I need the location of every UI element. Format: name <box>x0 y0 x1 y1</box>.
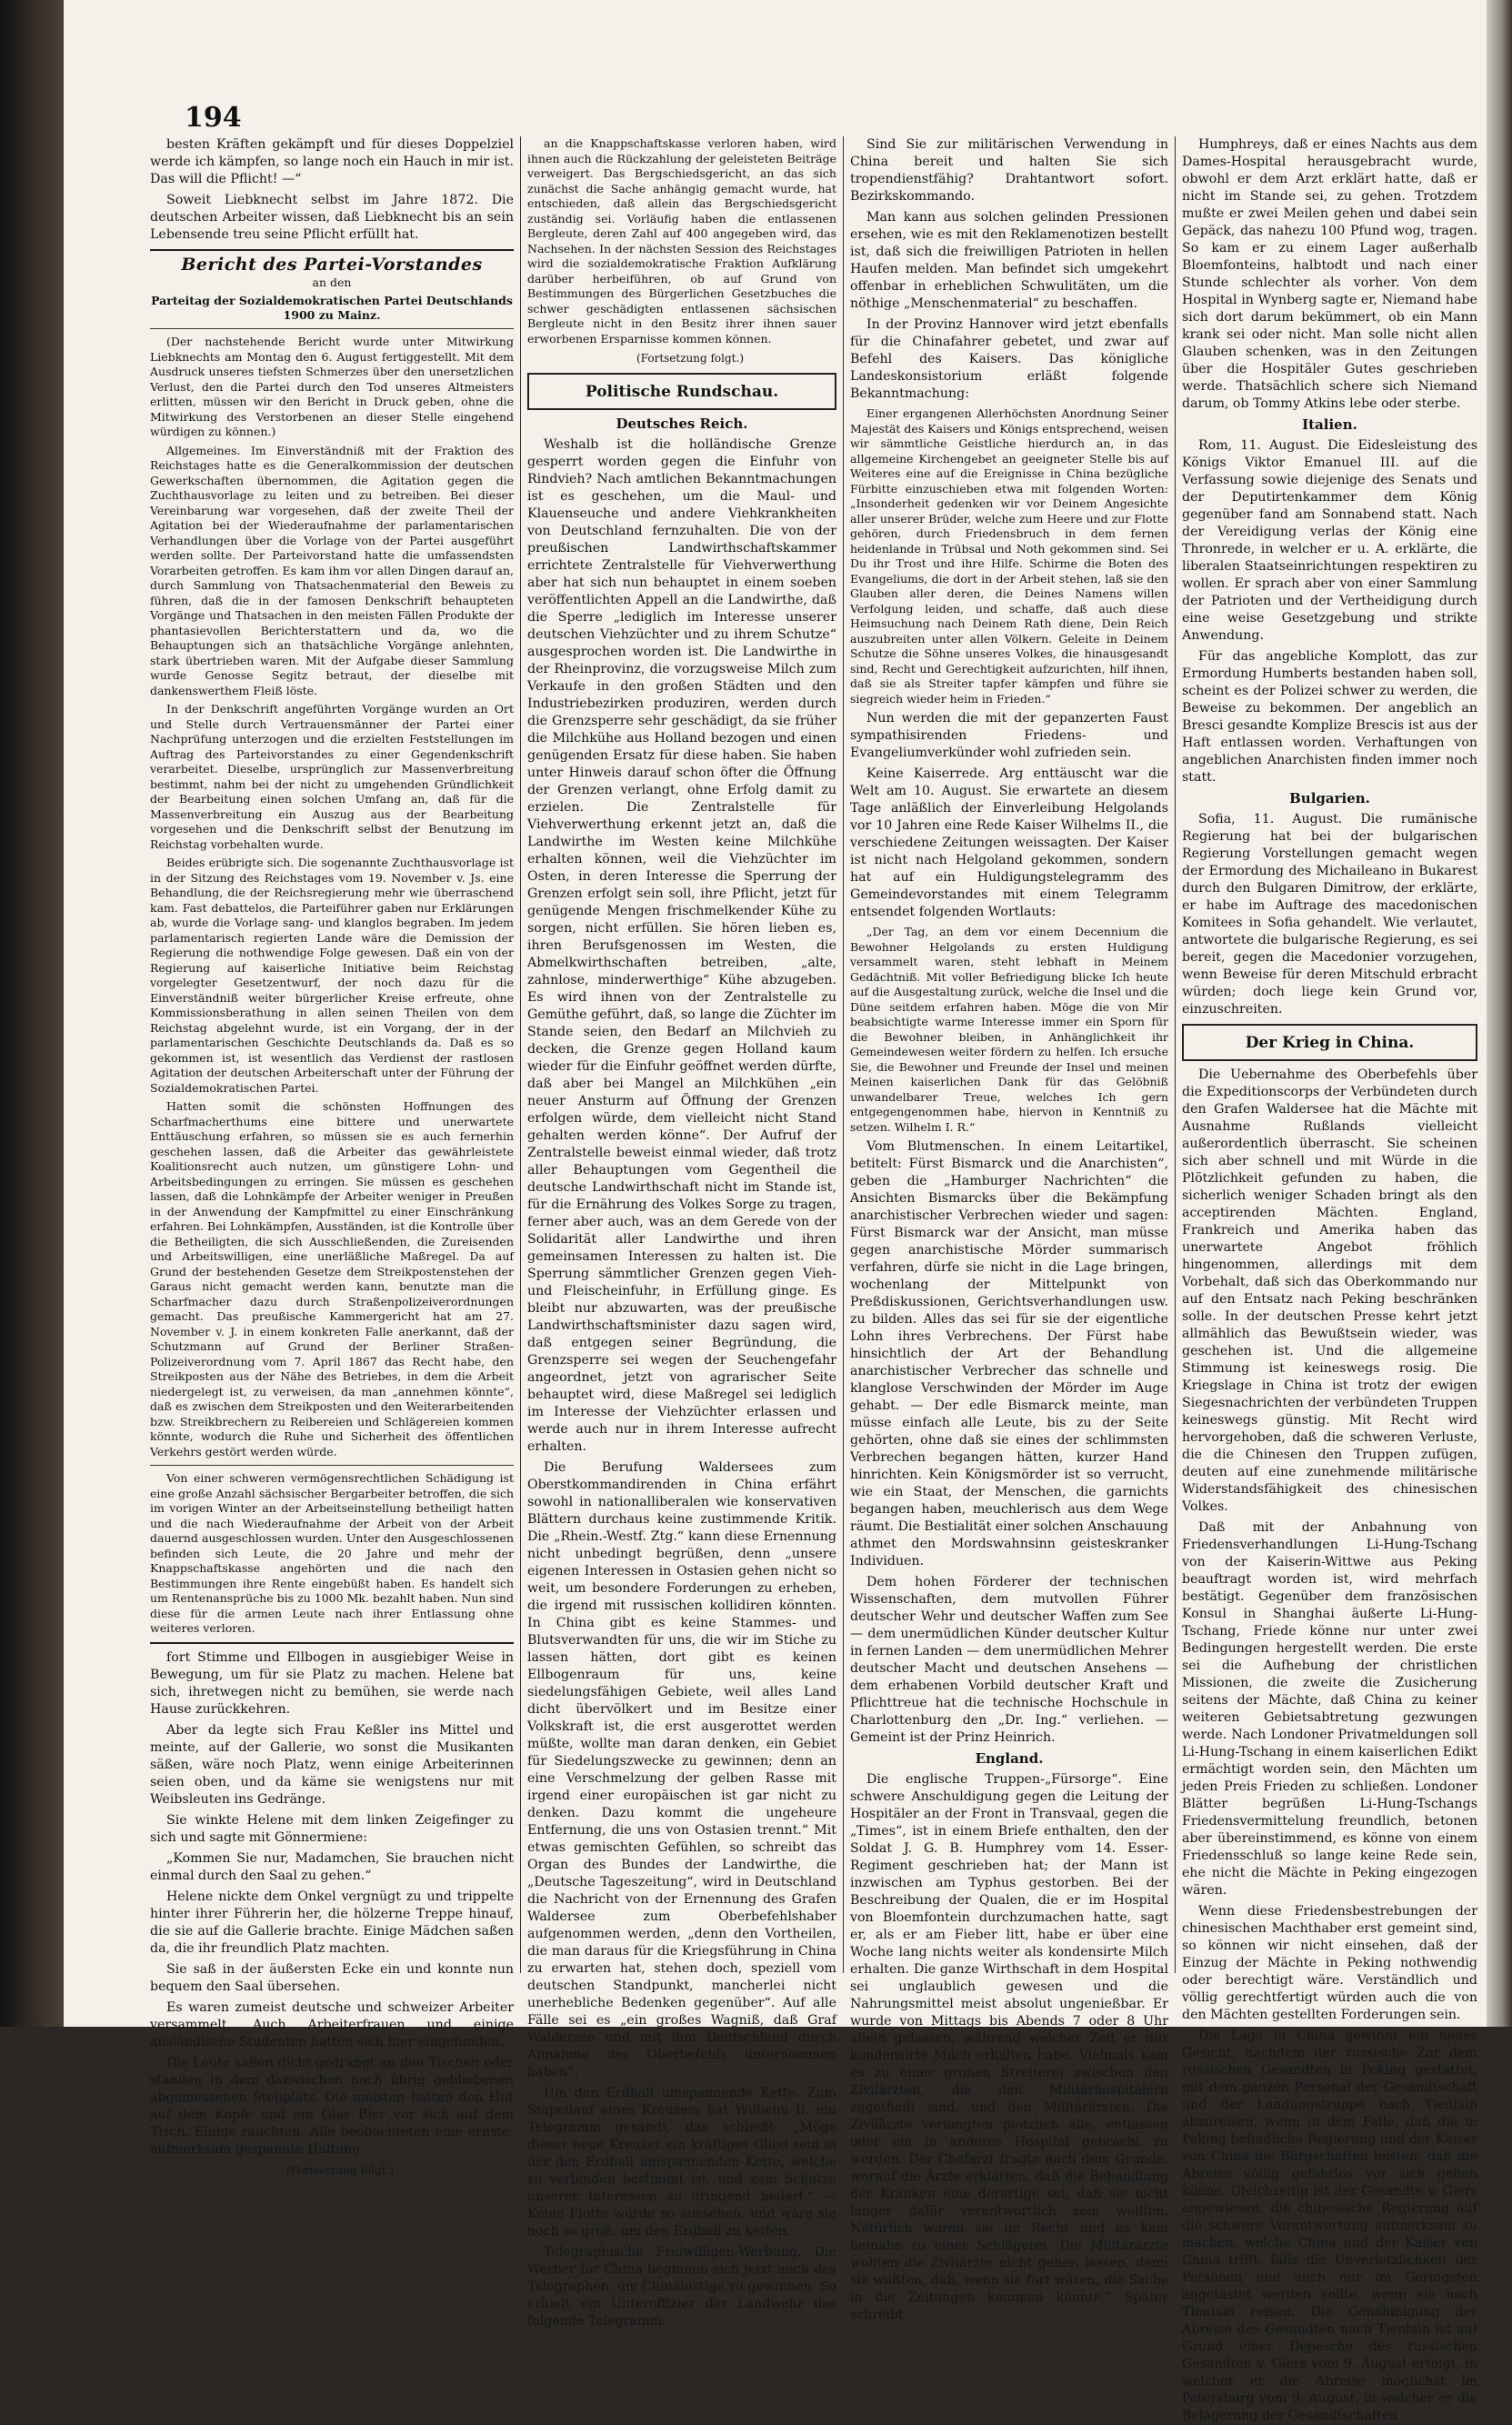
german-reich-heading: Deutsches Reich. <box>616 416 748 432</box>
report-small-para: Von einer schweren vermögensrechtlichen Schädigung ist eine große Anzahl sächsischer Bergarbeiter betroffen, die sich im vorigen Winter an der Arbeitseinstellung betheiligt hatten und die nach Wiederaufnahme der Arbeit von der Arbeit dauernd ausgeschlossen wurden. Unter den Ausgeschlossenen befinden sich Leute, die 20 Jahre und mehr der Knappschaftskasse angehörten und die nach den Bestimmungen ihre Rente eingebüßt haben. Es handelt sich um Rentenansprüche bis zu 1000 Mk. bezahlt haben. Nun sind diese für die armen Leute nach ihrer Entlassung ohne weiteres verloren. <box>150 1471 514 1635</box>
story-para-2: Aber da legte sich Frau Keßler ins Mittel und meinte, auf der Gallerie, wo sonst die Musikanten säßen, wäre noch Platz, wenn einige Arbeiterinnen seien oben, und da käme sie wenigstens nur mit Weibsleuten ins Gedränge. <box>150 1722 514 1807</box>
england-para: Die englische Truppen-„Fürsorge“. Eine schwere Anschuldigung gegen die Leitung der Hospitäler an der Front in Transvaal, gegen die „Times“, ist in einem Briefe enthalten, den der Soldat J. G. B. Humphrey vom 14. Esser-Regiment geschrieben hat; der Mann ist inzwischen am Typhus gestorben. Bei der Beschreibung der Qualen, die er im Hospital von Bloemfontein durchzumachen hatte, sagt er, als er am Fieber litt, habe er über eine Woche lang nichts weiter als kondensirte Milch erhalten. Die ganze Wirthschaft in dem Hospital sei unglaublich gewesen und die Nahrungsmittel meist absolut ungenießbar. Er wurde von Mittags bis Abends 7 oder 8 Uhr allein gelassen, während welcher Zeit er nur kondensirte Milch erhalten habe. Vielmals kam es zu einer großen Streiterei zwischen den Zivilärzten, die den Militärhospitälern zugetheilt sind, und den Militärärzten. Die Zivilärzte verlangten plötzlich alle, entlassen oder ein in anderes Hospital gebracht zu werden. Der Chefarzt fragte nach dem Grunde, worauf die Ärzte erklärten, daß die Behandlung der Kranken eine derartige sei, daß sie nicht länger dafür verantwortlich sein wollten. Natürlich waren sie im Recht und es kam beinahe zu einer Schlägerei. Die Militärärzte wollten die Zivilärzte nicht gehen lassen, denn sie wußten, daß, wenn sie fort wären, die Sache in die Zeitungen kommen könnte.“ Später schreibt <box>850 1772 1168 2322</box>
story-para-7: Es waren zumeist deutsche und schweizer Arbeiter versammelt. Auch Arbeiterfrauen und einige ausländische Studenten hatten sich hier eingefunden. <box>150 1999 514 2049</box>
column-3 <box>850 136 1168 2322</box>
politics-para-2: Die Berufung Waldersees zum Oberstkommandirenden in China erfährt sowohl in nationalliberalen wie konservativen Blättern durchaus keine zustimmende Kritik. Die „Rhein.-Westf. Ztg.“ kann diese Ernennung nicht unbedingt begrüßen, denn „unsere eigenen Interessen in Ostasien gehen nicht so weit, um besondere Forderungen zu erheben, die irgend mit russischen kollidiren könnten. In China gibt es keine Stammes- und Blutsverwandten für uns, die wir im Stiche zu lassen hätten, dort gibt es keinen Ellbogenraum für uns, keine siedelungsfähigen Gebiete, weil alles Land dicht übervölkert und im Besitze einer Volkskraft ist, die erst ausgerottet werden müßte, wollte man daran denken, ein Gebiet für Siedelungszwecke zu gewinnen; denn an eine Verschmelzung der gelben Rasse mit irgend einer europäischen ist gar nicht zu denken. Dazu kommt die ungeheure Entfernung, die uns von Ostasien trennt.“ Mit etwas gemischten Gefühlen, so schreibt das Organ des Bundes der Landwirthe, die „Deutsche Tageszeitung“, wird in Deutschland die Nachricht von der Ernennung des Grafen Waldersee zum Oberbefehlshaber aufgenommen werden, „denn den Vortheilen, die man daraus für die Kriegsführung in China zu erwarten hat, stehen doch, speziell vom deutschen Standpunkt, mancherlei nicht unerhebliche Bedenken gegenüber“. Auf alle Fälle sei es „ein großes Wagniß, daß Graf Waldersee und mit ihm Deutschland durch Annahme des Oberbefehls unternommen haben“. <box>527 1460 836 2079</box>
column-2 <box>527 136 836 2329</box>
italy-para-1: Rom, 11. August. Die Eidesleistung des Königs Viktor Emanuel III. auf die Verfassung sowie diejenige des Senats und der Deputirtenkammer dem König gegenüber fand am Sonnabend statt. Nach der Vereidigung verlas der König eine Thronrede, in welcher er u. A. erklärte, die liberalen Staatseinrichtungen respektiren zu wollen. Er sprach aber von einer Sammlung der Patrioten und der Vertheidigung durch eine weise Gesetzgebung und strikte Anwendung. <box>1182 438 1477 643</box>
story-para-4: „Kommen Sie nur, Madamchen, Sie brauchen nicht einmal durch den Saal zu gehen.“ <box>150 1850 514 1883</box>
rule <box>150 328 514 329</box>
politics-para-3: Um den Erdball umspannende Kette. Zum Stapellauf eines Kreuzers hat Wilhelm II. ein Telegramm gesandt, das schließt: „Möge dieser neue Kreuzer ein kräftiges Glied sein in der den Erdball umspannenden Kette, welche zu verbinden bestimmt ist, und zum Schutze unserer Interessen so dringend bedarf.“ — Keine Flotte würde so aussehen, und wäre sie noch so groß, um den Erdball zu ketten. <box>527 2086 836 2239</box>
bulgaria-para: Sofia, 11. August. Die rumänische Regierung hat bei der bulgarischen Regierung Vorstellungen gemacht wegen der Ermordung des Michaileano in Bukarest durch den Bulgaren Dimitrow, der erklärte, er habe im Auftrage des macedonischen Komitees in Sofia gehandelt. Wie verlautet, antwortete die bulgarische Regierung, es sei bereit, gegen die Macedonier vorzugehen, wenn Beweise für deren Mitschuld erbracht würden; doch liege kein Grund vor, einzuschreiten. <box>1182 812 1477 1017</box>
war-heading: Der Krieg in China. <box>1245 1034 1415 1052</box>
col3-para-5: Keine Kaiserrede. Arg enttäuscht war die Welt am 10. August. Sie erwartete an diesem Tage anläßlich der Einverleibung Helgolands vor 10 Jahren eine Rede Kaiser Wilhelms II., die verschiedene Zeitungen weissagten. Der Kaiser ist nicht nach Helgoland gekommen, sondern hat auf ein Huldigungstelegramm des Gemeindevorstandes mit einem Telegramm entsendet folgenden Wortlauts: <box>850 767 1168 919</box>
col3-quote-1: Einer ergangenen Allerhöchsten Anordnung Seiner Majestät des Kaisers und Königs entsprechend, weisen wir sämmtliche Geistliche hierdurch an, in das allgemeine Kirchengebet an geeigneter Stelle bis auf Weiteres eine auf die Ereignisse in China bezügliche Fürbitte einzuschieben etwa mit folgenden Worten: „Insonderheit gedenken wir vor Deinem Angesichte aller unserer Brüder, welche zum Heere und zur Flotte gehören, durch Friedensbruch in dem fernen heidenlande in Trübsal und Noth gekommen sind. Sei Du ihr Trost und ihre Hilfe. Schirme die Boten des Evangeliums, die dort in der Arbeit stehen, laß sie den Glauben aller deren, die Deines Namens willen Verfolgung leiden, und schaffe, daß auch diese Heimsuchung nach Deinem Rath diene, Dein Reich auszubreiten unter allen Völkern. Geleite in Deinem Schutze die Söhne unseres Volkes, die hinausgesandt sind, Recht und Gerechtigkeit aufzurichten, hilf ihnen, daß sie als Streiter tapfer kämpfen und führe sie siegreich wieder heim in Frieden.“ <box>850 406 1168 706</box>
col4-top-para: Humphreys, daß er eines Nachts aus dem Dames-Hospital herausgebracht wurde, obwohl er dem Arzt erklärt hatte, daß er nicht im Stande sei, zu gehen. Trotzdem mußte er zwei Meilen gehen und dabei sein Gepäck, das nahezu 100 Pfund wog, tragen. So kam er zu einem Lager außerhalb Bloemfonteins, halbtodt und nach einer Stunde schlechter als vorher. Von dem Hospital in Wynberg sagte er, Niemand habe sich dort darum bekümmert, ob ein Mann krank sei oder nicht. Man solle nicht allen Glauben schenken, was in den Zeitungen über die Hospitäler Gutes geschrieben werde. Thatsächlich schere sich Niemand darum, ob Tommy Atkins lebe oder sterbe. <box>1182 137 1477 411</box>
story-rule <box>150 1642 514 1644</box>
politics-heading-box <box>527 373 836 410</box>
section-rule <box>150 249 514 251</box>
col3-quote-2: „Der Tag, an dem vor einem Decennium die Bewohner Helgolands zu ersten Huldigung versammelt waren, steht lebhaft in Meinem Gedächtniß. Mit voller Befriedigung blicke Ich heute auf die Ausgestaltung zurück, welche die Insel und die Düne seitdem erfahren haben. Möge die von Mir beabsichtigte warme Interesse immer ein Sporn für die Bewohner bleiben, in Anhänglichkeit ihr Gemeindewesen weiter fördern zu helfen. Ich ersuche Sie, die Bewohner und Freunde der Insel und meinen Meinen kaiserlichen Dank für das Gelöbniß unwandelbarer Treue, welches Ich gern entgegengenommen habe, hiervon in Kenntniß zu setzen. Wilhelm I. R.“ <box>850 925 1168 1134</box>
story-para-5: Helene nickte dem Onkel vergnügt zu und trippelte hinter ihrer Führerin her, die hölzerne Treppe hinauf, die sie auf die Gallerie brachte. Einige Mädchen saßen da, die ihr freundlich Platz machten. <box>150 1889 514 1956</box>
column-divider-2 <box>843 136 844 1973</box>
report-para-4: Beides erübrigte sich. Die sogenannte Zuchthausvorlage ist in der Sitzung des Reichstages vom 19. November v. Js. eine Behandlung, die der Reichsregierung mehr wie überraschend kam. Fast debattelos, die Parteiführer gaben nur Erklärungen ab, wurde die Vorlage sang- und klanglos begraben. Im jedem parlamentarisch regierten Lande wäre die Demission der Regierung die nothwendige Folge gewesen. Daß ein von der Regierung auf kaiserliche Initiative beim Reichstag vorgelegter Gesetzentwurf, der noch dazu für die Einverständniß weiter bürgerlicher Kreise erfreute, ohne Kommissionsberathung in allen seinen Theilen von dem Reichstag abgelehnt wurde, ist ein Vorgang, der in der parlamentarischen Geschichte Deutschlands da. Daß es so gekommen ist, ist wesentlich das Verdienst der rastlosen Agitation der deutschen Arbeiterschaft unter der Führung der Sozialdemokratischen Partei. <box>150 856 514 1095</box>
italy-para-2: Für das angebliche Komplott, das zur Ermordung Humberts bestanden haben soll, scheint es der Polizei schwer zu werden, die Beweise zu bekommen. Der angeblich an Bresci gesandte Komplize Brescis ist aus der Haft entlassen worden. Verhaftungen von angeblichen Anarchisten finden immer noch statt. <box>1182 649 1477 785</box>
col2-top-para: an die Knappschaftskasse verloren haben, wird ihnen auch die Rückzahlung der geleisteten Beiträge verweigert. Das Bergschiedsgericht, an das sich zunächst die Sache anhängig gemacht wurde, hat entschieden, daß allein das Bergschiedsgericht zuständig sei. Vorläufig haben die entlassenen Bergleute, deren Zahl auf 400 angegeben wird, das Nachsehen. In der nächsten Session des Reichstages wird die sozialdemokratische Fraktion Aufklärung darüber herbeiführen, ob auf Grund von Bestimmungen des Bürgerlichen Gesetzbuches die schwer geschädigten entlassenen sächsischen Bergleute nicht in den Besitz ihrer ihnen sauer erworbenen Ersparnisse kommen können. <box>527 136 836 346</box>
politics-heading: Politische Rundschau. <box>585 383 779 401</box>
book-binding-edge <box>0 0 64 2027</box>
italy-heading: Italien. <box>1302 416 1357 433</box>
england-heading: England. <box>975 1750 1044 1767</box>
report-sub-1: an den <box>312 276 352 289</box>
war-para-1: Die Uebernahme des Oberbefehls über die Expeditionscorps der Verbündeten durch den Grafen Waldersee hat die Mächte mit Ausnahme Rußlands vielleicht außerordentlich überrascht. Sie scheinen sich aber schnell und mit Würde in die Plötzlichkeit gefunden zu haben, die sicherlich weniger Schaden bringt als den acceptirenden Mächten. England, Frankreich und Amerika haben das unerwartete Angebot fröhlich hingenommen, allerdings mit dem Vorbehalt, daß sich das Oberkommando nur auf den Entsatz nach Peking beschränken solle. In der deutschen Presse kehrt jetzt allmählich das Bewußtsein wieder, was geschehen ist. Und die allgemeine Stimmung ist keineswegs rosig. Die Kriegslage in China ist trotz der ewigen Siegesnachrichten der verbündeten Truppen keineswegs günstig. Mit Recht wird hervorgehoben, daß die schweren Verluste, die die Chinesen den Truppen zufügen, deuten auf eine zunehmende militärische Widerstandsfähigkeit des chinesischen Volkes. <box>1182 1067 1477 1514</box>
war-heading-box <box>1182 1024 1477 1061</box>
column-divider-1 <box>520 136 521 1973</box>
column-divider-3 <box>1175 136 1176 1973</box>
politics-para-4: Telegraphische Freiwilligen-Werbung. Die Werber für China beginnen sich jetzt auch des Telegraphen, um Chinalustige zu gewinnen. So erhielt ein Unteroffizier der Landwehr das folgende Telegramm: <box>527 2245 836 2329</box>
war-para-2: Daß mit der Anbahnung von Friedensverhandlungen Li-Hung-Tschang von der Kaiserin-Wittwe aus Peking beauftragt worden ist, wird mehrfach bestätigt. Gegenüber dem französischen Konsul in Shanghai äußerte Li-Hung-Tschang, Friede könne nur unter zwei Bedingungen hergestellt werden. Die erste sei die Aufhebung der christlichen Missionen, die zweite die Zusicherung seitens der Mächte, daß China zu keiner weiteren Gebietsabtretung gezwungen werde. Nach Londoner Privatmeldungen soll Li-Hung-Tschang in einem kaiserlichen Edikt ermächtigt worden sein, den Mächten um jeden Preis Frieden zu schließen. Londoner Blätter begrüßen Li-Hung-Tschangs Friedensvermittelung freundlich, betonen aber übereinstimmend, es könne von einem Friedensschluß so lange keine Rede sein, ehe nicht die Mächte in Peking eingezogen wären. <box>1182 1520 1477 1898</box>
col3-para-6: Vom Blutmenschen. In einem Leitartikel, betitelt: Fürst Bismarck und die Anarchisten“, geben die „Hamburger Nachrichten“ die Ansichten Bismarcks über die Bekämpfung anarchistischer Verbrechen wieder und sagen: Fürst Bismarck war der Ansicht, man müsse gegen anarchistische Mörder summarisch verfahren, dürfe sie nicht in die Lage bringen, wochenlang der Mittelpunkt von Preßdiskussionen, Gerichtsverhandlungen usw. zu bilden. Alles das sei für sie der eigentliche Lohn ihres Verbrechens. Der Fürst habe hinsichtlich der Art der Behandlung anarchistischer Verbrecher das schnelle und klanglose Verschwinden der Mörder im Auge gehabt. — Der edle Bismarck meinte, man müsse einfach alle Leute, bis zu der Seite gehörten, ohne daß sie eines der schlimmsten Verbrechen begangen hätten, kurzer Hand hinrichten. Kein Königsmörder ist so verrucht, wie ein Staat, der Menschen, die garnichts begangen haben, meuchlerisch aus dem Wege räumt. Die Bestialität einer solchen Anschauung athmet den Mordswahnsinn geisteskranker Individuen. <box>850 1139 1168 1568</box>
intro-para-2: Soweit Liebknecht selbst im Jahre 1872. Die deutschen Arbeiter wissen, daß Liebknecht bis an sein Lebensende treu seine Pflicht erfüllt hat. <box>150 193 514 242</box>
story-para-6: Sie saß in der äußersten Ecke ein und konnte nun bequem den Saal übersehen. <box>150 1961 514 1994</box>
report-para-5: Hatten somit die schönsten Hoffnungen des Scharfmacherthums eine bittere und unerwartete Enttäuschung erfahren, so müssen sie es auch fernerhin geschehen lassen, daß die Arbeiter das gewährleistete Koalitionsrecht auch nutzen, um günstigere Lohn- und Arbeitsbedingungen zu erringen. Sie müssen es geschehen lassen, daß die Lohnkämpfe der Arbeiter weniger in Preußen in der Anwendung der Kampfmittel zu einer Einschränkung erfahren. Bei Lohnkämpfen, Ausständen, ist die Kontrolle über die Betheiligten, die sich Ausschließenden, die Zureisenden und Arbeitswilligen, eine unerläßliche Maßregel. Da auf Grund der bestehenden Gesetze dem Streikpostenstehen der Garaus nicht gemacht werden kann, benutzte man die Scharfmacher dazu durch Straßenpolizeiverordnungen gemacht. Das preußische Kammergericht hat am 27. November v. J. in einem konkreten Falle anerkannt, daß der Schutzmann auf Grund der Berliner Straßen-Polizeiverordnung vom 7. April 1867 das Recht habe, den Streikposten aus der Nähe des Betriebes, in dem die Arbeit niedergelegt ist, zu verweisen, da man „annehmen könnte“, daß es zwischen dem Streikposten und den Weiterarbeitenden bzw. Streikbrechern zu Reibereien und Schlägereien kommen könnte, wodurch die Ruhe und Sicherheit des öffentlichen Verkehrs gestört werden würde. <box>150 1099 514 1458</box>
story-para-3: Sie winkte Helene mit dem linken Zeigefinger zu sich und sagte mit Gönnermiene: <box>150 1812 514 1845</box>
col3-para-3: In der Provinz Hannover wird jetzt ebenfalls für die Chinafahrer gebetet, und zwar auf Befehl des Kaisers. Das königliche Landeskonsistorium erläßt folgende Bekanntmachung: <box>850 317 1168 401</box>
col3-para-2: Man kann aus solchen gelinden Pressionen ersehen, wie es mit den Reklamenotizen bestellt ist, daß sich die freiwilligen Patrioten in hellen Haufen melden. Man befindet sich umgekehrt offenbar in erheblichen Schwulitäten, um die nöthige „Menschenmaterial“ zu beschaffen. <box>850 210 1168 311</box>
column-1 <box>150 136 514 2177</box>
report-para-1: (Der nachstehende Bericht wurde unter Mitwirkung Liebknechts am Montag den 6. August fertiggestellt. Mit dem Ausdruck unseres tiefsten Schmerzes über den unersetzlichen Verlust, den die Partei durch den Tod unseres Altmeisters erlitten, müssen wir den Bericht in Druck geben, ohne die Mitwirkung des Verstorbenen an dieser Stelle eingehend würdigen zu können.) <box>150 335 514 438</box>
col3-para-7: Dem hohen Förderer der technischen Wissenschaften, dem mutvollen Führer deutscher Wehr und deutscher Waffen zum See — dem unermüdlichen Künder deutscher Kultur in fernen Landen — dem unermüdlichen Mehrer deutscher Macht und deutschen Ansehens — dem erhabenen Vorbild deutscher Kraft und Pflichttreue hat die technische Hochschule in Charlottenburg den „Dr. Ing.“ verliehen. — Gemeint ist der Prinz Heinrich. <box>850 1575 1168 1745</box>
newspaper-page <box>64 0 1487 2423</box>
col3-para-4: Nun werden die mit der gepanzerten Faust sympathisirenden Friedens- und Evangeliumverkünder wohl zufrieden sein. <box>850 711 1168 760</box>
col3-para-1: Sind Sie zur militärischen Verwendung in China bereit und halten Sie sich tropendienstfähig? Drahtantwort sofort. Bezirkskommando. <box>850 137 1168 204</box>
war-para-3: Wenn diese Friedensbestrebungen der chinesischen Machthaber erst gemeint sind, so können wir nicht einsehen, daß der Einzug der Mächte in Peking nothwendig oder berechtigt wäre. Verständlich und völlig gerechtfertigt würden auch die von den Mächten gestellten Forderungen sein. <box>1182 1904 1477 2022</box>
report-para-3: In der Denkschrift angeführten Vorgänge wurden an Ort und Stelle durch Vertrauensmänner der Partei einer Nachprüfung unterzogen und die erzielten Feststellungen im Auftrag des Parteivorstandes zu einer Gegendenkschrift verarbeitet. Dieselbe, ursprünglich zur Massenverbreitung bestimmt, nahm bei der nicht zu umgehenden Gründlichkeit der Bearbeitung einen solchen Umfang an, daß für die Massenverbreitung ein Auszug aus der Bearbeitung vorgesehen und die Denkschrift selbst der Benutzung im Reichstag vorbehalten wurde. <box>150 702 514 851</box>
war-para-4: Die Lage in China gewinnt ein neues Gesicht, nachdem der russische Zar dem russischen Gesandten in Peking gestattet, mit dem ganzen Personal der Gesandtschaft und der Landungstruppe nach Tientsin abzureisen, wenn in dem Falle, daß die in Peking befindliche Regierung und der Kaiser von China die Bürgschaften leisten, daß die Abreise völlig gefahrlos vor sich gehen könne. Gleichzeitig ist der Gesandte v. Giers angewiesen, die chinesische Regierung auf die schwere Verantwortung aufmerksam zu machen, welche China und der Kaiser von China trifft, falls die Unverletzlichkeit der Personen und auch nur im Geringsten angetastet werden sollte, wenn sie nach Tientsin reisen. Die Genehmigung der Abreise des Gesandten nach Tientsin ist auf Grund einer Depesche des russischen Gesandten v. Giers vom 9. August erfolgt, in welcher er die Abreise möglichst im Petersburg vom 9. August, in welcher er die Belagerung der Gesandtschaften <box>1182 2029 1477 2423</box>
report-para-2: Allgemeines. Im Einverständniß mit der Fraktion des Reichstages hatte es die Generalkommission der deutschen Gewerkschaften übernommen, die Agitation gegen die Zuchthausvorlage zu leiten und zu betreiben. Bei dieser Vereinbarung war vorgesehen, daß der zweite Theil der Agitation bei der Wiederaufnahme der parlamentarischen Verhandlungen über die Vorlage von der Partei ausgeführt werden sollte. Der Parteivorstand hatte die umfassendsten Vorarbeiten getroffen. Es kam ihm vor allen Dingen darauf an, durch Sammlung von Thatsachenmaterial den Beweis zu führen, daß die in der famosen Denkschrift behaupteten Vorgänge und Thatsachen in den meisten Fällen Produkte der phantasievollen Berichterstattern und da, wo die Behauptungen sich an thatsächliche Vorgänge anlehnten, stark übertrieben waren. Mit der Aufgabe dieser Sammlung wurde Genosse Segitz betraut, der dieselbe mit dankenswerthem Fleiß löste. <box>150 443 514 697</box>
page-right-edge <box>1487 0 1512 2027</box>
column-4 <box>1182 136 1477 2423</box>
rule <box>150 1465 514 1466</box>
col2-continuation: (Fortsetzung folgt.) <box>636 352 744 365</box>
report-heading: Bericht des Partei-Vorstandes <box>181 255 483 275</box>
politics-para-1: Weshalb ist die holländische Grenze gesperrt worden gegen die Einfuhr von Rindvieh? Nach amtlichen Bekanntmachungen ist es geschehen, um die Maul- und Klauenseuche und andere Viehkrankheiten von Deutschland fernzuhalten. Die von der preußischen Landwirthschaftskammer errichtete Zentralstelle für Viehverwerthung aber hat sich nun behauptet in einem soeben veröffentlichten Appell an die Landwirthe, daß die Sperre „lediglich im Interesse unserer deutschen Viehzüchter und zu ihrem Schutze“ ausgesprochen worden ist. Die Landwirthe in der Rheinprovinz, die vorzugsweise Milch zum Verkaufe in den großen Städten und den Industriebezirken produziren, werden durch die Grenzsperre sehr geschädigt, da sie früher die Milchkühe aus Holland bezogen und einen genügenden Ersatz für diese haben. Sie haben unter Hinweis darauf schon öfter die Öffnung der Grenzen verlangt, ohne Erfolg damit zu erzielen. Die Zentralstelle für Viehverwerthung erkennt jetzt an, daß die Landwirthe im Westen keine Milchkühe erhalten können, weil die Viehzüchter im Osten, in deren Interesse die Sperrung der Grenzen erfolgt sein soll, ihre Pflicht, jetzt für genügende Mengen frischmelkender Kühe zu sorgen, nicht erfüllen. Sie hören lieben es, ihren Berufsgenossen im Westen, die Abmelkwirthschaften betreiben, „alte, zahnlose, minderwerthige“ Kühe abzugeben. Es wird ihnen von der Zentralstelle zu Gemüthe geführt, daß, so lange die Züchter im Stande seien, den Bedarf an Milchvieh zu decken, die Grenze gegen Holland kaum wieder für die Einfuhr geöffnet werden dürfte, daß aber bei Mangel an Milchkühen „ein neuer Ansturm auf Öffnung der Grenzen erfolgen würde, dem vielleicht nicht Stand gehalten werden könne“. Der Aufruf der Zentralstelle beweist einmal wieder, daß trotz aller Behauptungen vom Gegentheil die deutsche Landwirthschaft nicht im Stande ist, für die Ernährung des Volkes Sorge zu tragen, ferner aber auch, was an dem Gerede von der Solidarität aller Landwirthe und ihren gemeinsamen Interessen zu halten ist. Die Sperrung sämmtlicher Grenzen gegen Vieh- und Fleischeinfuhr, in Erfüllung ginge. Es bleibt nur abzuwarten, was der preußische Landwirthschaftsminister dazu sagen wird, daß entgegen seiner Begründung, die Grenzsperre sei wegen der Seuchengefahr angeordnet, jetzt von agrarischer Seite behauptet wird, diese Maßregel sei lediglich im Interesse der Viehzüchter erlassen und werde auch nur in ihrem Interesse aufrecht erhalten. <box>527 437 836 1454</box>
story-para-8: Die Leute saßen dicht gedrängt an den Tischen oder standen in dem dazwischen noch übrig gebliebenen abgemessenen Stehplatz. Die meisten hatten den Hut auf dem Kopfe und ein Glas Bier vor sich auf dem Tisch. Einige rauchten. Alle beobachteten eine ernste, aufmerksam gespannte Haltung. <box>150 2055 514 2157</box>
story-continuation: (Fortsetzung folgt.) <box>286 2163 394 2177</box>
story-para-1: fort Stimme und Ellbogen in ausgiebiger Weise in Bewegung, um für sie Platz zu machen. Helene bat sich, ihretwegen nicht zu bemühen, sie werde nach Hause zurückkehren. <box>150 1649 514 1717</box>
bulgaria-heading: Bulgarien. <box>1289 790 1370 807</box>
intro-para-1: besten Kräften gekämpft und für dieses Doppelziel werde ich kämpfen, so lange noch ein Hauch in mir ist. Das will die Pflicht! —“ <box>150 137 514 186</box>
report-sub-2: Parteitag der Sozialdemokratischen Partei Deutschlands 1900 zu Mainz. <box>151 294 513 322</box>
page-number: 194 <box>185 102 242 134</box>
